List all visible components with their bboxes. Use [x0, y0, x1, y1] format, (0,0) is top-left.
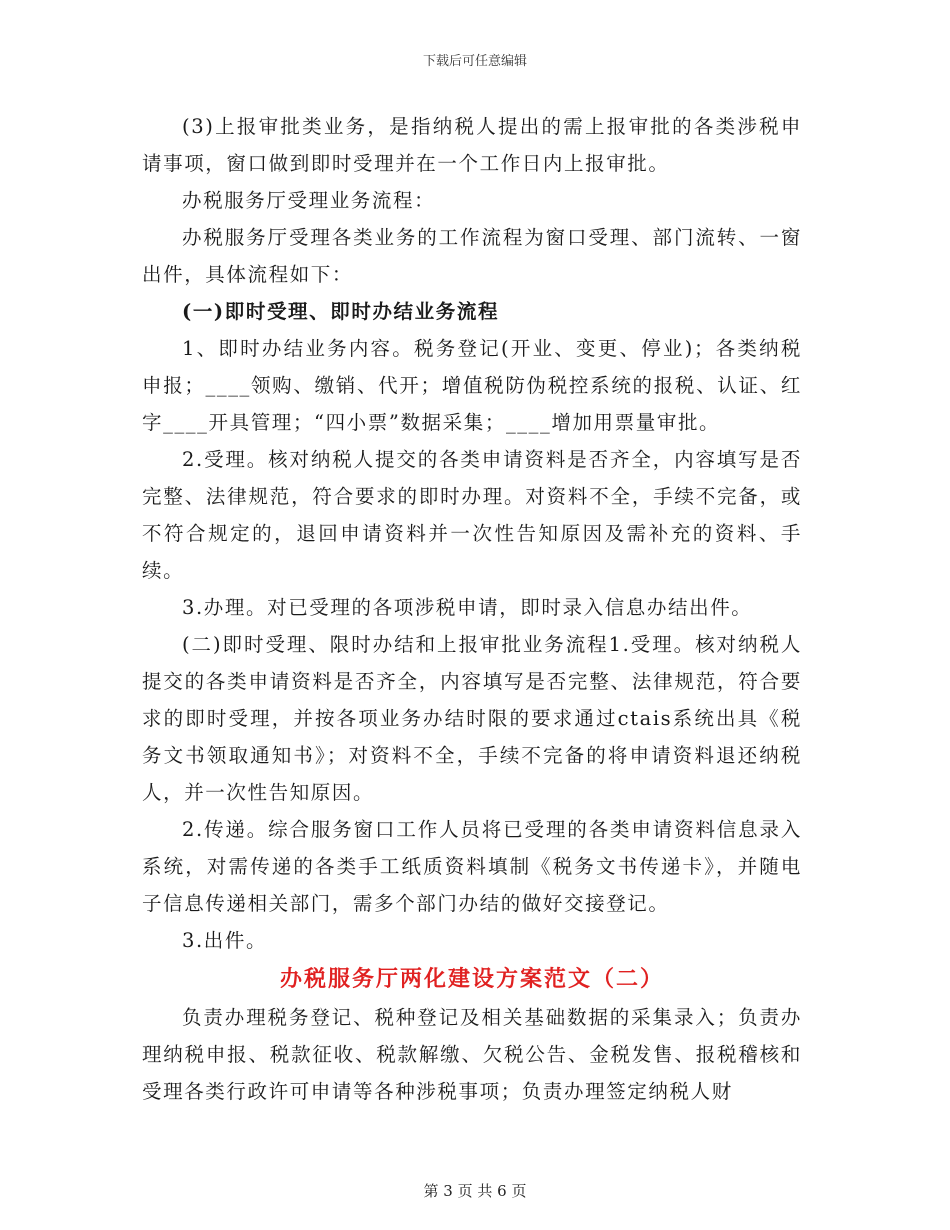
paragraph-report-approval: (3)上报审批类业务，是指纳税人提出的需上报审批的各类涉税申请事项，窗口做到即时受理并在一个工作日内上报审批。	[142, 115, 802, 175]
paragraph-transfer: 2.传递。综合服务窗口工作人员将已受理的各类申请资料信息录入系统，对需传递的各类手工纸质资料填制《税务文书传递卡》，并随电子信息传递相关部门，需多个部门办结的做好交接登记。	[142, 818, 802, 915]
section-title: 办税服务厅两化建设方案范文（二）	[279, 966, 664, 992]
paragraph-item-3: 3.办理。对已受理的各项涉税申请，即时录入信息办结出件。	[182, 596, 753, 619]
paragraph-process-heading: 办税服务厅受理业务流程：	[182, 189, 436, 212]
subheading-instant-processing: (一)即时受理、即时办结业务流程	[182, 300, 500, 323]
paragraph-workflow-intro: 办税服务厅受理各类业务的工作流程为窗口受理、部门流转、一窗出件，具体流程如下：	[142, 226, 802, 286]
paragraph-output: 3.出件。	[182, 929, 268, 952]
paragraph-responsibilities: 负责办理税务登记、税种登记及相关基础数据的采集录入；负责办理纳税申报、税款征收、税款解缴、欠税公告、金税发售、报税稽核和受理各类行政许可申请等各种涉税事项；负责办理签定纳税人财	[142, 1006, 802, 1103]
page-header: 下载后可任意编辑	[422, 54, 527, 69]
paragraph-item-2: 2.受理。核对纳税人提交的各类申请资料是否齐全，内容填写是否完整、法律规范，符合要求的即时办理。对资料不全，手续不完备，或不符合规定的，退回申请资料并一次性告知原因及需补充的资料、手续。	[142, 448, 802, 582]
paragraph-item-1: 1、即时办结业务内容。税务登记(开业、变更、停业)；各类纳税申报；____领购、缴销、代开；增值税防伪税控系统的报税、认证、红字____开具管理；“四小票”数据采集；____增加用票量审批。	[142, 337, 802, 434]
paragraph-limited-processing: (二)即时受理、限时办结和上报审批业务流程1.受理。核对纳税人提交的各类申请资料是否齐全，内容填写是否完整、法律规范，符合要求的即时受理，并按各项业务办结时限的要求通过ctais系统出具《税务文书领取通知书》；对资料不全，手续不完备的将申请资料退还纳税人，并一次性告知原因。	[142, 633, 802, 804]
page-footer: 第 3 页 共 6 页	[423, 1182, 527, 1200]
document-body	[142, 108, 802, 1110]
